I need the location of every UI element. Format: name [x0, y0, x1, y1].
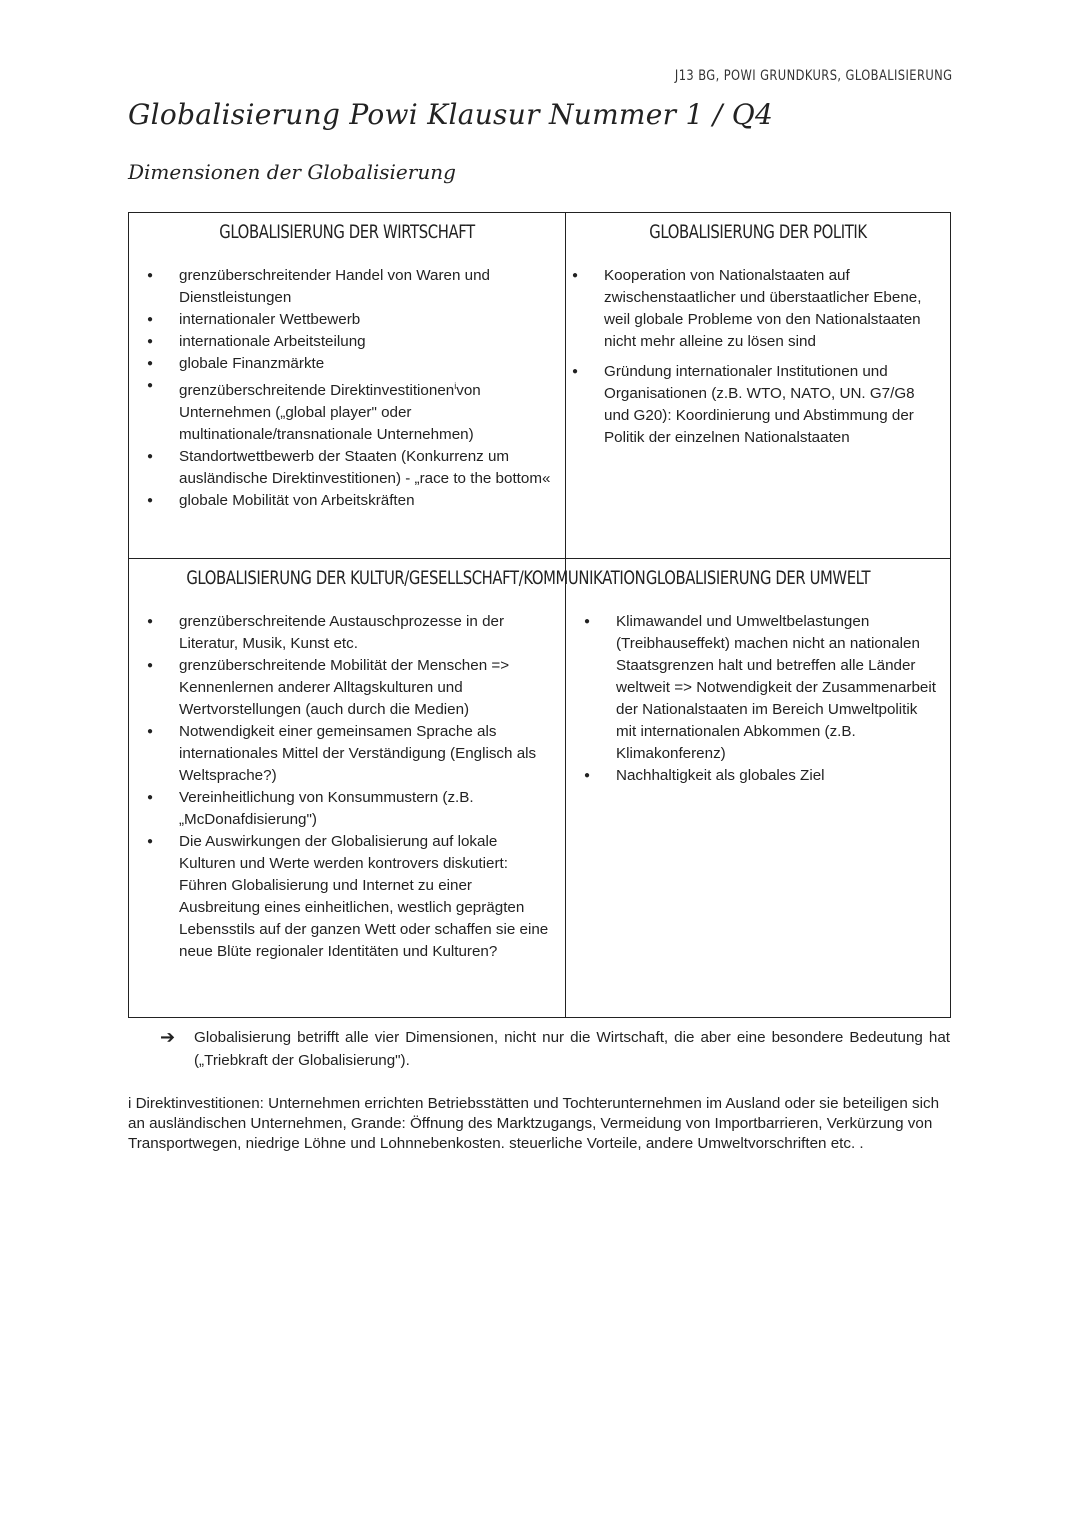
list-item: ● Vereinheitlichung von Konsummustern (z.B. „McDonafdisierung"): [141, 787, 553, 831]
footnote: i Direktinvestitionen: Unternehmen errichten Betriebsstätten und Tochterunternehmen im Ausland oder sie beteiligen sich an ausländischen Unternehmen, Grande: Öffnung des Marktzugangs, Vermeidung von Importbarrieren, Verkürzung von Transportwegen, niedrige Löhne und Lohnnebenkosten. steuerliche Vorteile, andere Umweltvorschriften etc. .: [128, 1095, 940, 1152]
list-item: ● Nachhaltigkeit als globales Ziel: [578, 765, 938, 787]
cell-politik: [566, 213, 950, 559]
page-subtitle: Dimensionen der Globalisierung: [128, 160, 456, 184]
list-item-text: von Unternehmen („global player" oder multinationale/transnationale Unternehmen): [179, 382, 481, 444]
cell-wirtschaft: [129, 213, 566, 559]
conclusion-text: Globalisierung betrifft alle vier Dimensionen, nicht nur die Wirtschaft, die aber eine besondere Bedeutung hat („Triebkraft der Globalisierung").: [194, 1029, 950, 1069]
cell-title-politik: GLOBALISIERUNG DER POLITIK: [649, 221, 867, 243]
list-item: ● grenzüberschreitende Mobilität der Menschen => Kennenlernen anderer Alltagskulturen und Wertvorstellungen (auch durch die Medien): [141, 655, 553, 721]
list-politik: [578, 265, 938, 449]
list-item: ● grenzüberschreitender Handel von Waren und Dienstleistungen: [141, 265, 553, 309]
list-umwelt: [578, 611, 938, 787]
arrow-right-icon: ➔: [160, 1027, 176, 1047]
page-title: Globalisierung Powi Klausur Nummer 1 / Q4: [128, 98, 774, 131]
cell-kultur: [129, 559, 646, 1017]
dimensions-table: [128, 212, 951, 1018]
footnote-marker: i: [454, 381, 457, 391]
list-item: ● globale Finanzmärkte: [141, 353, 553, 375]
list-kultur: [141, 611, 553, 963]
list-wirtschaft: [141, 265, 553, 512]
list-item: ● grenzüberschreitende Austauschprozesse in der Literatur, Musik, Kunst etc.: [141, 611, 553, 655]
cell-title-umwelt: GLOBALISIERUNG DER UMWELT: [645, 567, 871, 589]
list-item: ● Die Auswirkungen der Globalisierung auf lokale Kulturen und Werte werden kontrovers diskutiert: Führen Globalisierung und Internet zu einer Ausbreitung eines einheitlichen, westlich geprägten Lebensstils auf der ganzen Wett oder schaffen sie eine neue Blüte regionaler Identitäten und Kulturen?: [141, 831, 553, 963]
list-item: ● internationale Arbeitsteilung: [141, 331, 553, 353]
list-item-text: grenzüberschreitende Direktinvestitionen: [179, 382, 455, 400]
list-item: [141, 375, 553, 446]
cell-title-wirtschaft: GLOBALISIERUNG DER WIRTSCHAFT: [219, 221, 475, 243]
list-item: ● Notwendigkeit einer gemeinsamen Sprache als internationales Mittel der Verständigung (Englisch als Weltsprache?): [141, 721, 553, 787]
list-item: ● Kooperation von Nationalstaaten auf zwischenstaatlicher und überstaatlicher Ebene, weil globale Probleme von den Nationalstaaten nicht mehr alleine zu lösen sind: [578, 265, 938, 353]
list-item: ● Gründung internationaler Institutionen und Organisationen (z.B. WTO, NATO, UN. G7/G8 und G20): Koordinierung und Abstimmung der Politik der einzelnen Nationalstaaten: [578, 361, 938, 449]
cell-umwelt: [566, 559, 950, 1017]
list-item: ● globale Mobilität von Arbeitskräften: [141, 490, 553, 512]
list-item: ● Klimawandel und Umweltbelastungen (Treibhauseffekt) machen nicht an nationalen Staatsgrenzen halt und betreffen alle Länder weltweit => Notwendigkeit der Zusammenarbeit der Nationalstaaten im Bereich Umweltpolitik mit internationalen Abkommen (z.B. Klimakonferenz): [578, 611, 938, 765]
cell-title-kultur: GLOBALISIERUNG DER KULTUR/GESELLSCHAFT/KOMMUNIKATION: [186, 567, 646, 589]
list-item: ● internationaler Wettbewerb: [141, 309, 553, 331]
conclusion: [160, 1026, 950, 1072]
header-note: J13 BG, POWI GRUNDKURS, GLOBALISIERUNG: [674, 68, 952, 84]
list-item: ● Standortwettbewerb der Staaten (Konkurrenz um ausländische Direktinvestitionen) - „race to the bottom«: [141, 446, 553, 490]
